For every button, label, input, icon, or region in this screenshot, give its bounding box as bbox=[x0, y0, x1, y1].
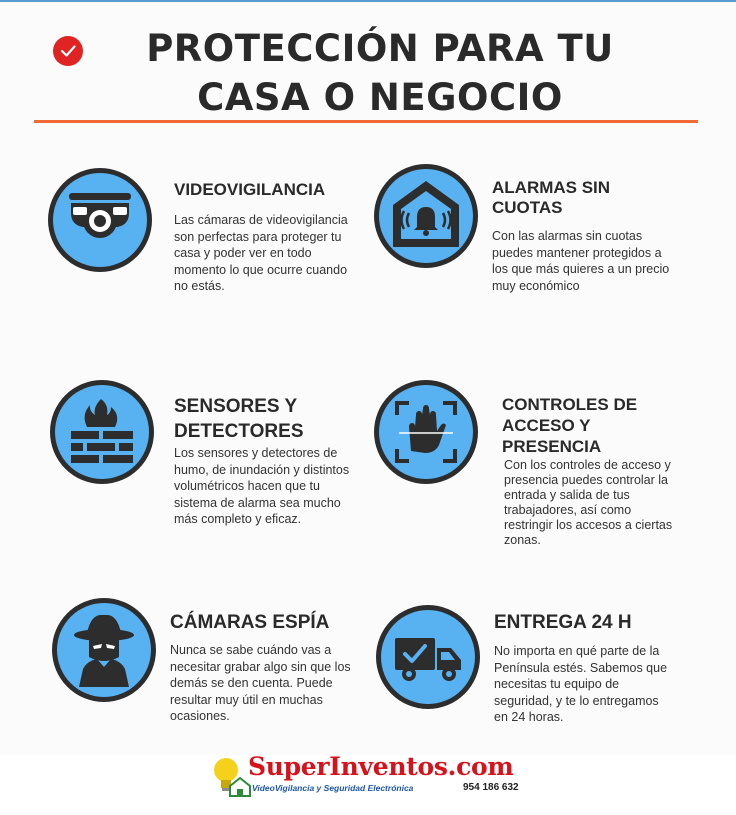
checkmark-icon bbox=[53, 36, 83, 66]
feature-desc-camaras-espia: Nunca se sabe cuándo vas a necesitar grabar algo sin que los demás se den cuenta. Puede resultar muy útil en muchas ocasiones. bbox=[170, 643, 351, 723]
feature-title-controles: CONTROLES DE ACCESO Y PRESENCIA bbox=[502, 395, 638, 456]
feature-title-videovigilancia: VIDEOVIGILANCIA bbox=[174, 180, 326, 199]
security-camera-icon bbox=[48, 168, 152, 272]
top-border bbox=[0, 0, 736, 2]
brand-name[interactable]: SuperInventos.com bbox=[248, 752, 514, 781]
delivery-truck-icon bbox=[376, 605, 480, 709]
title-line-2: CASA O NEGOCIO bbox=[197, 76, 563, 119]
feature-title-entrega: ENTREGA 24 H bbox=[494, 612, 632, 633]
feature-desc-controles: Con los controles de acceso y presencia puedes controlar la entrada y salida de tus trabajadores, así como restringir los accesos a ciertas zonas. bbox=[504, 458, 673, 547]
feature-title-alarmas: ALARMAS SIN CUOTAS bbox=[492, 178, 611, 217]
lightbulb-house-icon bbox=[212, 756, 252, 803]
phone-number[interactable]: 954 186 632 bbox=[463, 782, 519, 793]
title-divider bbox=[34, 120, 698, 123]
feature-desc-alarmas: Con las alarmas sin cuotas puedes mantener protegidos a los que más quieres a un precio muy económico bbox=[492, 229, 670, 293]
hand-scan-icon bbox=[374, 380, 478, 484]
feature-title-camaras-espia: CÁMARAS ESPÍA bbox=[170, 612, 330, 633]
spy-icon bbox=[52, 598, 156, 702]
feature-desc-videovigilancia: Las cámaras de videovigilancia son perfectas para proteger tu casa y poder ver en todo momento lo que ocurre cuando no estás. bbox=[174, 213, 348, 293]
alarm-bell-house-icon bbox=[374, 164, 478, 268]
brand-tagline: VideoVigilancia y Seguridad Electrónica bbox=[252, 783, 414, 793]
title-line-1: PROTECCIÓN PARA TU bbox=[146, 27, 614, 70]
feature-desc-entrega: No importa en qué parte de la Península estés. Sabemos que necesitas tu equipo de seguridad, y te lo entregamos en 24 horas. bbox=[494, 644, 668, 724]
feature-desc-sensores: Los sensores y detectores de humo, de inundación y distintos volumétricos hacen que tu sistema de alarma sea mucho más completo y eficaz. bbox=[174, 446, 350, 526]
page-title bbox=[100, 24, 660, 122]
feature-title-sensores: SENSORES Y DETECTORES bbox=[174, 396, 304, 442]
firewall-icon bbox=[50, 380, 154, 484]
